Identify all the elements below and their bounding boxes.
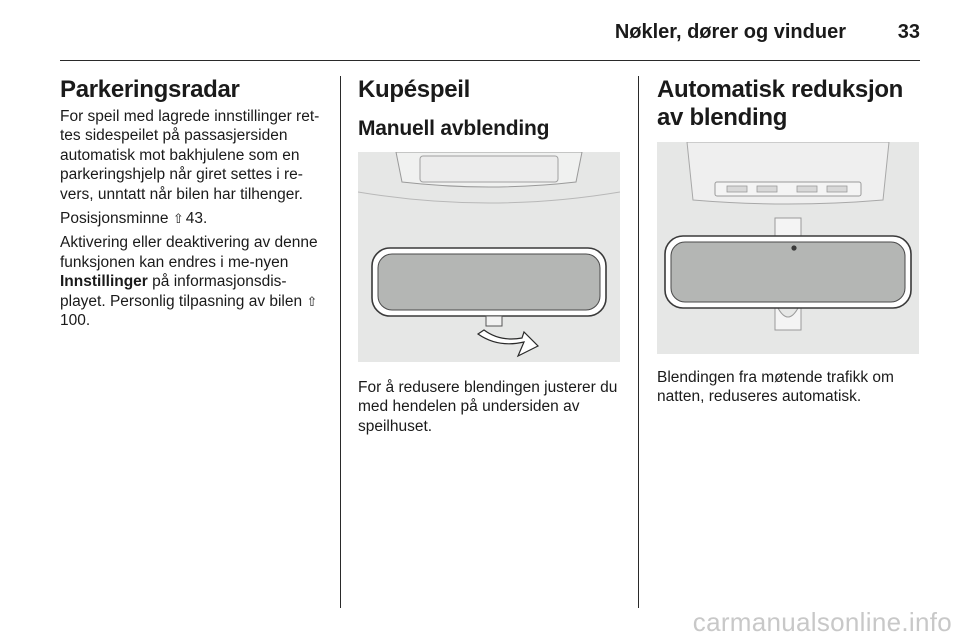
- paragraph: For speil med lagrede innstillinger ret-tes sidespeilet på passasjersiden automatisk mot bakhjulene som en parkeringshjelp når giret settes i re-vers, unntatt når bilen har tilhenger.: [60, 108, 320, 203]
- page-header: [60, 18, 920, 46]
- auto-dimming-mirror-illustration: [657, 142, 919, 354]
- column-parking-radar: [60, 76, 328, 330]
- arrow-reference-icon: ⇧: [172, 211, 184, 227]
- column-automatic-dimming: [657, 76, 922, 407]
- illustration-automatic-dimming-mirror: [657, 142, 919, 354]
- arrow-reference-icon: ⇧: [306, 293, 318, 309]
- section-heading-parking-radar: Parkeringsradar: [60, 76, 240, 103]
- mirror-lever-illustration: [358, 152, 620, 362]
- page-reference[interactable]: 100.: [60, 312, 91, 330]
- paragraph: [60, 209, 328, 228]
- figure-caption: For å redusere blendingen justerer du med hendelen på undersiden av speilhuset.: [358, 379, 618, 435]
- column-interior-mirror: [358, 76, 626, 436]
- paragraph: [60, 233, 328, 330]
- figure-caption: Blendingen fra møtende trafikk om natten, reduseres automatisk.: [657, 369, 894, 406]
- subheading-manual-dimming: Manuell avblending: [358, 117, 550, 140]
- header-rule: [60, 60, 920, 61]
- chapter-title: Nøkler, dører og vinduer: [614, 21, 846, 43]
- page-reference[interactable]: 43.: [185, 210, 208, 228]
- column-divider: [340, 76, 341, 608]
- paragraph-text: Posisjonsminne: [60, 210, 169, 228]
- watermark-text: carmanualsonline.info: [692, 607, 952, 637]
- paragraph-text: Aktivering eller deaktivering av denne funksjonen kan endres i me-nyen: [60, 234, 318, 271]
- section-heading-interior-mirror: Kupéspeil: [358, 76, 470, 103]
- illustration-manual-dimming-mirror: [358, 152, 620, 362]
- column-divider: [638, 76, 639, 608]
- paragraph-text: på informasjonsdis-playet. Personlig tilpasning av bilen: [60, 273, 303, 310]
- section-heading-automatic-dimming: Automatisk reduksjon av blending: [657, 76, 904, 131]
- page-number: 33: [897, 21, 920, 43]
- menu-name-settings: Innstillinger: [60, 273, 148, 291]
